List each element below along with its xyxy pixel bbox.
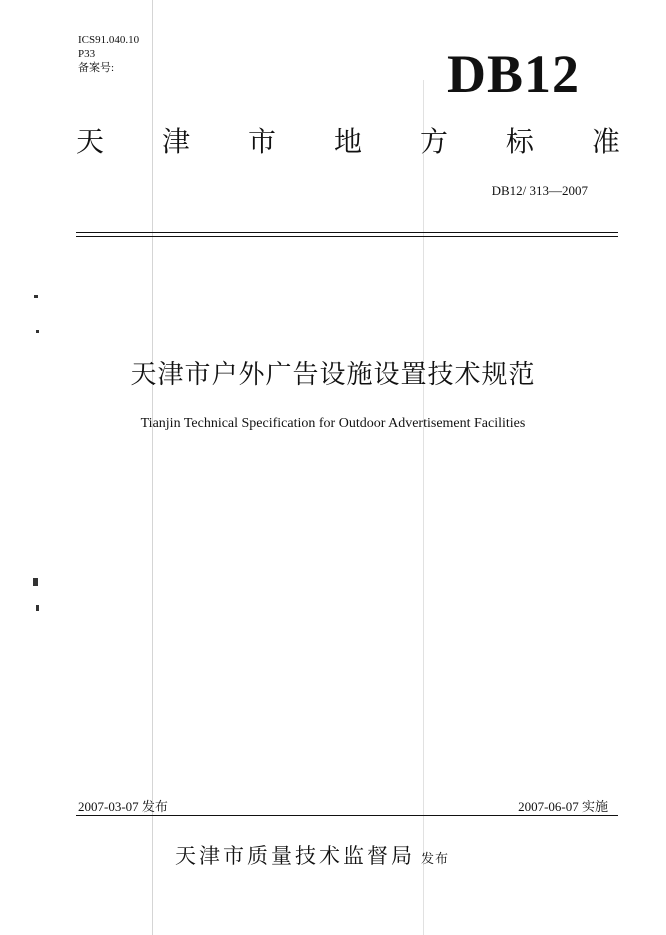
classification-code: P33: [78, 48, 96, 60]
filing-label: 备案号:: [78, 62, 115, 74]
implementation-date: 2007-06-07 实施: [518, 799, 608, 814]
standard-type-title: [76, 124, 620, 160]
document-title-english: Tianjin Technical Specification for Outdoor Advertisement Facilities: [140, 416, 526, 431]
scan-artifact-line: [423, 80, 424, 935]
issuer-name: 天津市质量技术监督局: [175, 844, 415, 868]
standard-title-char: 准: [591, 125, 620, 158]
header-divider: [76, 232, 618, 237]
ics-block: [78, 33, 139, 75]
scan-artifact-speck: [36, 605, 39, 611]
issue-date: 2007-03-07 发布: [78, 799, 168, 814]
scan-artifact-speck: [36, 330, 39, 333]
standard-title-char: 天: [76, 125, 105, 158]
ics-code: ICS91.040.10: [78, 34, 140, 46]
standard-title-char: 方: [419, 125, 448, 158]
document-title-chinese: 天津市户外广告设施设置技术规范: [130, 360, 536, 390]
footer-divider: [76, 815, 618, 816]
standard-title-char: 市: [247, 125, 276, 158]
standard-number: DB12/ 313—2007: [491, 183, 588, 198]
db-code-logo: DB12: [446, 44, 580, 104]
issuing-authority: [175, 840, 449, 870]
issuer-suffix: 发布: [421, 852, 450, 867]
standard-title-char: 津: [161, 125, 190, 158]
scan-artifact-speck: [34, 295, 38, 298]
scan-artifact-speck: [33, 578, 38, 586]
standard-title-char: 地: [333, 125, 362, 158]
standard-title-char: 标: [505, 125, 534, 158]
